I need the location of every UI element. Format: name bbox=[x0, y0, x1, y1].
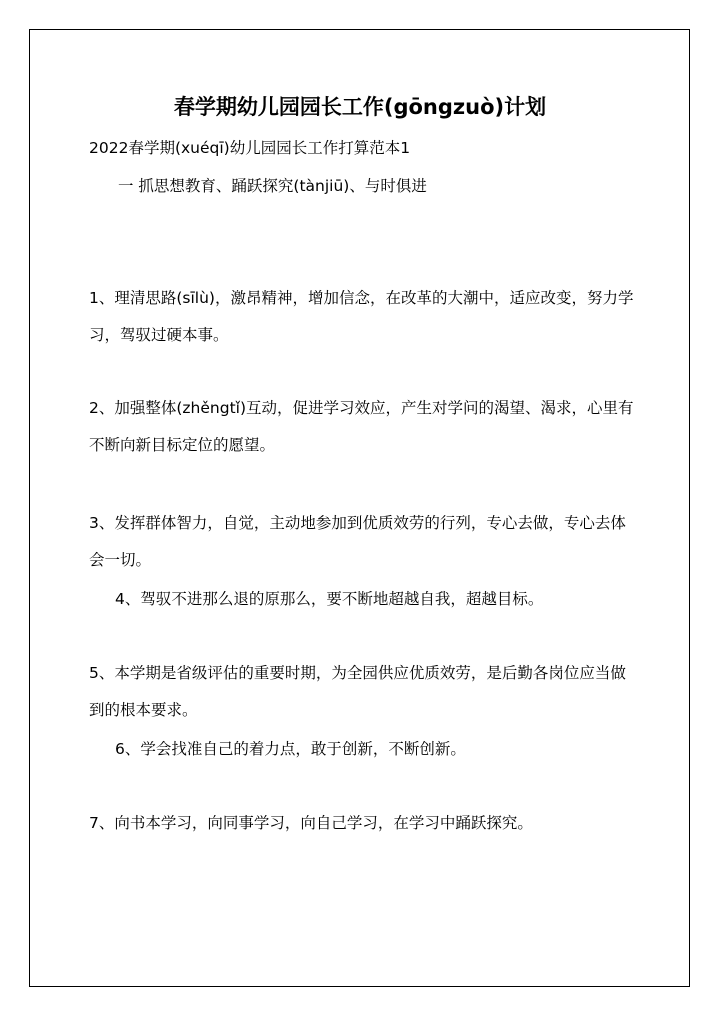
paragraph-6: 6、学会找准自己的着力点，敢于创新，不断创新。 bbox=[115, 740, 466, 758]
paragraph-5: 5、本学期是省级评估的重要时期，为全园供应优质效劳，是后勤各岗位应当做到的根本要求。 bbox=[89, 664, 626, 719]
paragraph-2: 2、加强整体(zhěngtǐ)互动，促进学习效应，产生对学问的渴望、渴求，心里有不断向新目标定位的愿望。 bbox=[89, 399, 634, 454]
paragraph-7: 7、向书本学习，向同事学习，向自己学习，在学习中踊跃探究。 bbox=[89, 814, 533, 832]
paragraph-4: 4、驾驭不进那么退的原那么，要不断地超越自我，超越目标。 bbox=[115, 590, 544, 608]
document-title: 春学期幼儿园园长工作(gōngzuò)计划 bbox=[173, 95, 547, 119]
paragraph-1: 1、理清思路(sīlù)，激昂精神，增加信念，在改革的大潮中，适应改变，努力学习，驾驭过硬本事。 bbox=[89, 289, 634, 344]
paragraph-3: 3、发挥群体智力，自觉，主动地参加到优质效劳的行列，专心去做，专心去体会一切。 bbox=[89, 514, 626, 569]
section-heading: 一 抓思想教育、踊跃探究(tànjiū)、与时俱进 bbox=[118, 177, 427, 195]
document-subtitle: 2022春学期(xuéqī)幼儿园园长工作打算范本1 bbox=[89, 139, 411, 157]
